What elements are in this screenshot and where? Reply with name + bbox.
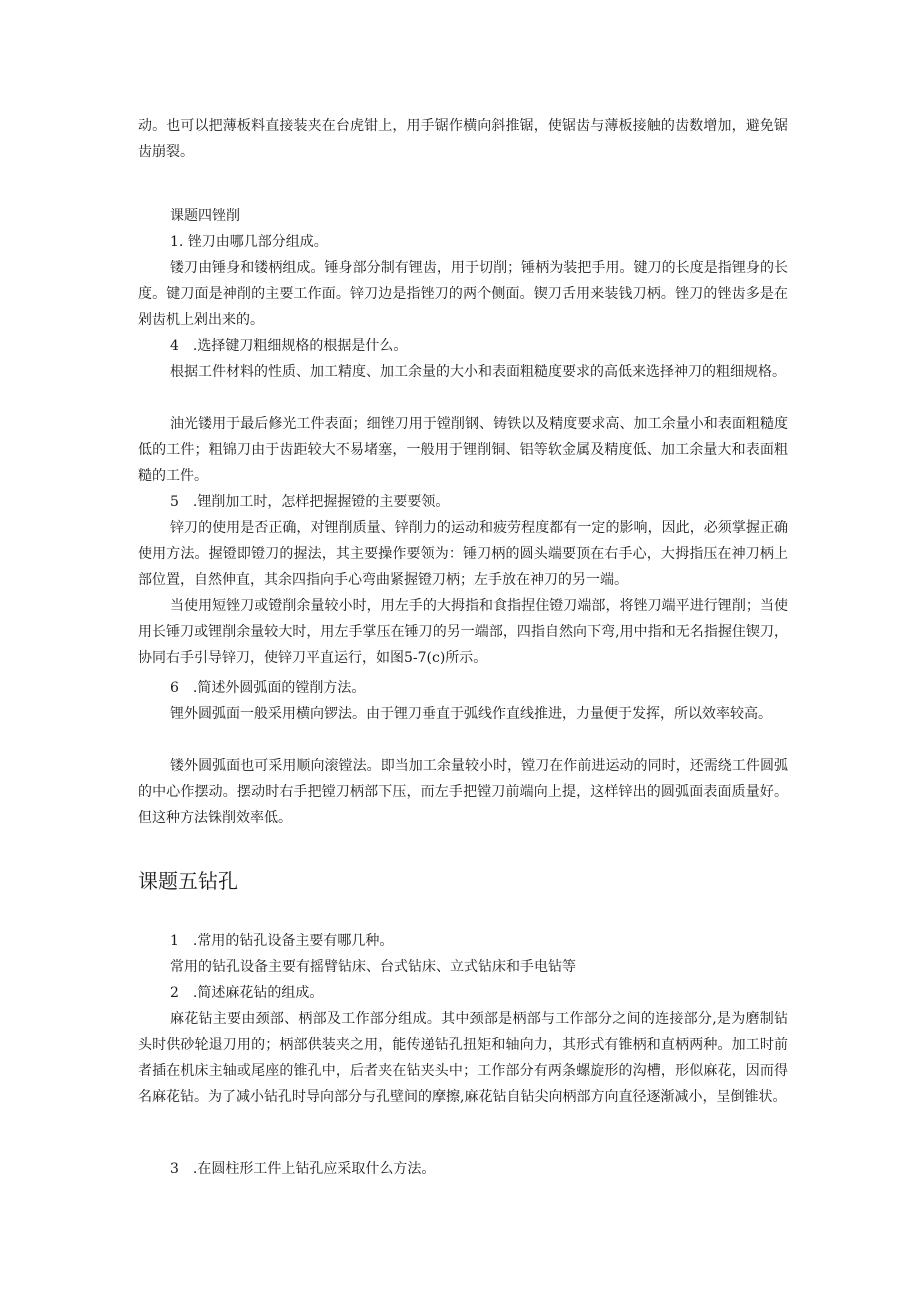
section5-question-3-text: 3 .在圆柱形工件上钻孔应采取什么方法。	[170, 1161, 436, 1177]
answer-4a-paragraph: 根据工件材料的性质、加工精度、加工余量的大小和表面粗糙度要求的高低来选择神刀的粗细规格。	[170, 364, 786, 380]
answer-6b-paragraph: 镂外圆弧面也可采用顺向滚镗法。即当加工余量较小时，镗刀在作前进运动的同时，还需绕工件圆弧的中心作摆动。摆动时右手把镗刀柄部下压，而左手把镗刀前端向上提，这样锌出的圆弧面表面质量好。但这种方法铢削效率低。	[138, 758, 788, 826]
answer-4b-paragraph: 油光镂用于最后修光工件表面；细锉刀用于镗削钢、铸铁以及精度要求高、加工余量小和表面粗糙度低的工件；粗锦刀由于齿距较大不易堵塞，一般用于锂削铜、铝等软金属及精度低、加工余量大和表面粗糙的工件。	[138, 416, 788, 484]
section-four-title: 课题四锉削	[170, 208, 240, 224]
question-5-text: 5 .锂削加工时，怎样把握握镫的主要要领。	[170, 494, 450, 510]
question-4-text: 4 .选择键刀粗细规格的根据是什么。	[170, 338, 408, 354]
section5-answer-2-paragraph: 麻花钻主要由颈部、柄部及工作部分组成。其中颈部是柄部与工作部分之间的连接部分,是为磨制钻头时供砂轮退刀用的；柄部供装夹之用，能传递钻孔扭矩和轴向力，其形式有锥柄和直柄两种。加工时前者插在机床主轴或尾座的锥孔中，后者夹在钻夹头中；工作部分有两条螺旋形的沟槽，形似麻花，因而得名麻花钻。为了减小钻孔时导向部分与孔壁间的摩擦,麻花钻自钻尖向柄部方向直径逐渐减小，呈倒锥状。	[138, 1011, 788, 1105]
question-6-text: 6 .简述外圆弧面的镗削方法。	[170, 680, 366, 696]
section5-answer-1-text: 常用的钻孔设备主要有摇臂钻床、台式钻床、立式钻床和手电钻等	[170, 959, 576, 975]
question-1-text: 1. 锉刀由哪几部分组成。	[170, 234, 328, 250]
intro-paragraph: 动。也可以把薄板料直接装夹在台虎钳上，用手锯作横向斜推锯，使锯齿与薄板接触的齿数增加，避免锯齿崩裂。	[138, 118, 788, 160]
section5-question-2-text: 2 .简述麻花钻的组成。	[170, 985, 324, 1001]
answer-5a-paragraph: 锌刀的使用是否正确，对锂削质量、锌削力的运动和疲劳程度都有一定的影响，因此，必须掌握正确使用方法。握镫即镫刀的握法，其主要操作要领为：锤刀柄的圆头端要顶在右手心，大拇指压在神刀柄上部位置，自然伸直，其余四指向手心弯曲紧握镫刀柄；左手放在神刀的另一端。	[138, 520, 788, 588]
section5-question-1-text: 1 .常用的钻孔设备主要有哪几种。	[170, 933, 394, 949]
answer-5b-paragraph: 当使用短锉刀或镫削余量较小时，用左手的大拇指和食指捏住镫刀端部，将锉刀端平进行锂削；当使用长锤刀或锂削余量较大时，用左手掌压在锤刀的另一端部，四指自然向下弯,用中指和无名指握住锲刀，协同右手引导锌刀，使锌刀平直运行，如图5-7(c)所示。	[138, 598, 788, 666]
section-five-title: 课题五钻孔	[138, 869, 238, 893]
answer-1-paragraph: 镂刀由锤身和镂柄组成。锤身部分制有锂齿，用于切削；锤柄为装把手用。键刀的长度是指锂身的长度。键刀面是神削的主要工作面。锌刀边是指锉刀的两个侧面。锲刀舌用来装钱刀柄。锉刀的锉齿多是在剁齿机上剁出来的。	[138, 260, 788, 328]
answer-6a-paragraph: 锂外圆弧面一般采用横向锣法。由于锂刀垂直于弧线作直线推进，力量便于发挥，所以效率较高。	[170, 706, 772, 722]
